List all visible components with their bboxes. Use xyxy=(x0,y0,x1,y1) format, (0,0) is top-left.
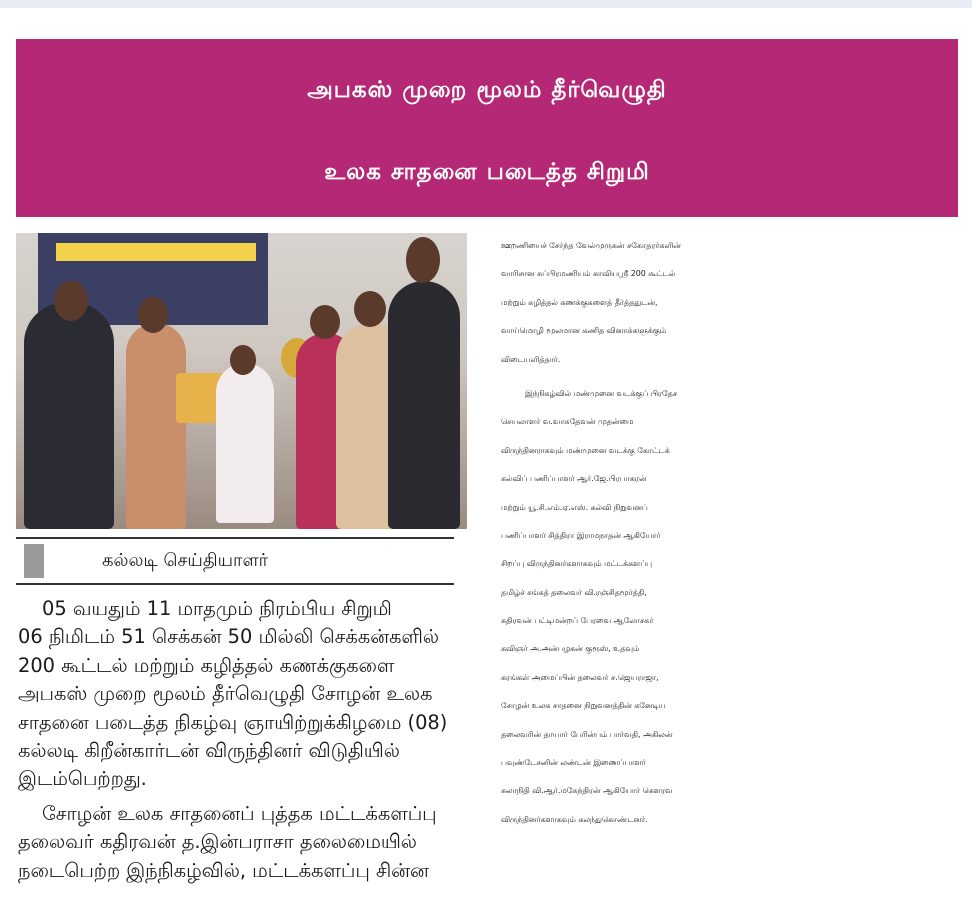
text-line: நடைபெற்ற இந்நிகழ்வில், மட்டக்களப்பு சின்ன xyxy=(18,858,429,882)
text-line: பவுண்டேசனின் லண்டன் இணைப்பாளர் xyxy=(501,758,646,768)
text-line: விருந்தினராகவும் மண்முனை வடக்கு கோட்டக் xyxy=(501,445,670,455)
headline-banner xyxy=(16,39,958,217)
text-line: வாய்மொழி மூலமான கணித வினாக்களுக்கும் xyxy=(501,326,667,336)
text-line: மற்றும் யூ.சி.எம்.ஏ.எஸ். கல்வி நிறுவனப் xyxy=(501,502,648,512)
text-line: 200 கூட்டல் மற்றும் கழித்தல் கணக்குகளை xyxy=(18,653,395,677)
text-line: கலாநிதி வி.ஆர்.மகேந்திரன் ஆகியோர் கௌரவ xyxy=(501,786,673,796)
text-line: தலைவர் கதிரவன் த.இன்பராசா தலைமையில் xyxy=(18,830,417,854)
text-line: பணிப்பாளர் சித்திரா இராமநாதன் ஆகியோர் xyxy=(501,530,661,540)
text-line: அபகஸ் முறை மூலம் தீர்வெழுதி சோழன் உலக xyxy=(18,682,433,706)
article-right-column xyxy=(501,232,961,834)
caption-marker xyxy=(24,544,44,578)
text-line: இடம்பெற்றது. xyxy=(18,767,147,791)
text-line: சோழன் உலக சாதனை நிறுவனத்தின் கனேடிய xyxy=(501,701,666,711)
text-line: விடையளித்தார். xyxy=(501,354,561,364)
text-line: கதிரவன் பட்டிமன்றப் பேரவை ஆலோசகர் xyxy=(501,616,654,626)
news-photo xyxy=(16,233,467,529)
text-line: கவிஞர் அ.அன்பழகன் குரூஸ், உதவும் xyxy=(501,644,640,654)
text-line: மற்றும் கழித்தல் கணக்குகளைத் தீர்த்ததுடன், xyxy=(501,297,658,307)
text-line: தமிழ்ச் சங்கத் தலைவர் வி.ரஞ்சிதமூர்த்தி, xyxy=(501,587,647,597)
article-left-column xyxy=(18,595,468,885)
headline-line-1: அபகஸ் முறை மூலம் தீர்வெழுதி xyxy=(307,77,667,103)
text-line: கரங்கள் அமைப்பின் தலைவர் ச.ஜெயராஜா, xyxy=(501,672,659,682)
text-line: வாரிசான சுப்பிரமணியம் காவியஸ்ரீ 200 கூட்டல் xyxy=(501,269,676,279)
photo-caption-bar xyxy=(16,537,454,585)
text-line: தலைவரின் தாயார் பேரின்பம் பார்வதி, அகிலன் xyxy=(501,729,673,739)
text-line: சிறப்பு விருந்தினர்களாகவும் மட்டக்களப்பு xyxy=(501,559,653,569)
top-band xyxy=(0,0,972,8)
photo-backdrop-stripe xyxy=(56,243,256,261)
text-line: கல்விப் பணிப்பாளர் ஆர்.ஜே.பிரபாகரன் xyxy=(501,474,647,484)
text-line: செயலாளர் வ.வாசுதேவன் முதன்மை xyxy=(501,417,634,427)
text-line: சாதனை படைத்த நிகழ்வு ஞாயிற்றுக்கிழமை (08) xyxy=(18,710,448,734)
text-line: விருந்தினர்களாகவும் கலந்துகொண்டனர். xyxy=(501,814,648,824)
photo-caption: கல்லடி செய்தியாளர் xyxy=(102,550,269,571)
headline-line-2: உலக சாதனை படைத்த சிறுமி xyxy=(324,159,650,185)
text-line: 05 வயதும் 11 மாதமும் நிரம்பிய சிறுமி xyxy=(42,597,392,620)
text-line: 06 நிமிடம் 51 செக்கன் 50 மில்லி செக்கன்களில் xyxy=(18,625,439,649)
text-line: கல்லடி கிறீன்கார்டன் விருந்தினர் விடுதியில் xyxy=(18,738,400,762)
text-line: ஊறணியைச் சேர்ந்த வேல்முருகன் சகோதரர்களின் xyxy=(501,241,681,250)
text-line: சோழன் உலக சாதனைப் புத்தக மட்டக்களப்பு xyxy=(42,801,437,825)
text-line: இந்நிகழ்வில் மண்முனை வடக்குப் பிரதேச xyxy=(525,388,678,398)
